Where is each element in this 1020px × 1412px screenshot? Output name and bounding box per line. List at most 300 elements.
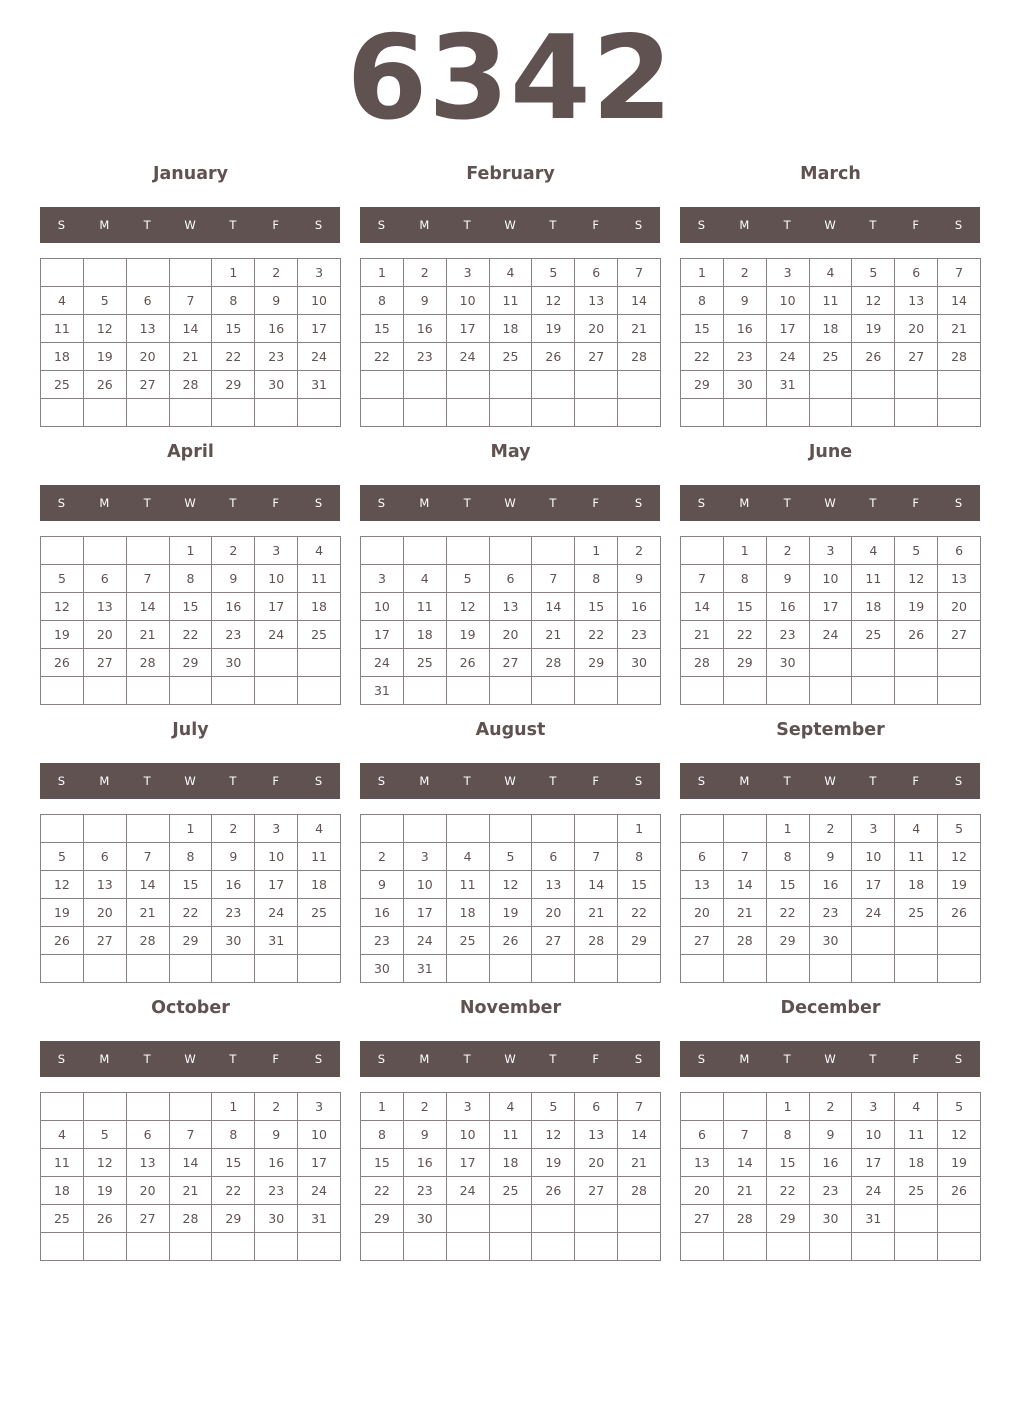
day-cell: 22 [169,898,213,927]
day-cell: 24 [446,342,490,371]
day-cell: 14 [617,1120,661,1149]
empty-cell [126,398,170,427]
weekday-label: S [314,218,323,232]
day-cell: 4 [40,1120,84,1149]
day-cell: 27 [489,648,533,677]
day-cell: 18 [894,870,938,899]
weekday-label: T [869,496,877,510]
empty-cell [894,1204,938,1233]
day-cell: 22 [680,342,724,371]
day-cell: 23 [617,620,661,649]
day-cell: 3 [254,814,298,843]
weekday-label: S [697,218,706,232]
day-cell: 22 [211,342,255,371]
day-cell: 7 [680,564,724,593]
day-cell: 27 [680,926,724,955]
day-cell: 18 [851,592,895,621]
day-cell: 3 [297,258,341,287]
day-cell: 2 [360,842,404,871]
day-cell: 14 [126,870,170,899]
day-cell: 21 [531,620,575,649]
day-grid [680,814,981,983]
day-cell: 31 [403,954,447,983]
day-cell: 24 [403,926,447,955]
empty-cell [446,370,490,399]
day-cell: 29 [680,370,724,399]
day-cell: 12 [40,592,84,621]
day-cell: 16 [403,314,447,343]
day-cell: 1 [169,814,213,843]
day-cell: 21 [126,898,170,927]
weekday-label: W [184,496,196,510]
day-grid [360,814,661,983]
day-cell: 18 [809,314,853,343]
day-cell: 12 [851,286,895,315]
day-cell: 10 [254,842,298,871]
empty-cell [937,954,981,983]
day-cell: 1 [680,258,724,287]
weekday-label: F [592,496,600,510]
empty-cell [211,676,255,705]
weekday-label: S [57,218,66,232]
empty-cell [83,258,127,287]
empty-cell [446,536,490,565]
day-cell: 29 [169,926,213,955]
day-cell: 8 [169,564,213,593]
day-cell: 7 [574,842,618,871]
empty-cell [574,676,618,705]
day-cell: 1 [360,258,404,287]
day-cell: 19 [531,1148,575,1177]
day-cell: 20 [680,1176,724,1205]
empty-cell [126,676,170,705]
empty-cell [851,676,895,705]
day-cell: 27 [83,648,127,677]
day-cell: 15 [574,592,618,621]
month-name: December [780,998,881,1018]
day-cell: 2 [617,536,661,565]
day-cell: 13 [531,870,575,899]
day-cell: 16 [403,1148,447,1177]
weekday-header [680,1041,980,1077]
day-cell: 29 [766,926,810,955]
day-cell: 9 [254,286,298,315]
weekday-label: S [314,774,323,788]
day-cell: 2 [723,258,767,287]
day-cell: 22 [574,620,618,649]
day-cell: 23 [809,898,853,927]
empty-cell [617,1204,661,1233]
day-cell: 30 [360,954,404,983]
empty-cell [83,954,127,983]
day-cell: 6 [680,1120,724,1149]
day-cell: 27 [126,1204,170,1233]
weekday-label: T [143,218,151,232]
day-cell: 16 [254,314,298,343]
day-cell: 30 [254,370,298,399]
weekday-label: M [419,774,430,788]
month-name: July [172,720,209,740]
weekday-label: F [592,218,600,232]
empty-cell [254,1232,298,1261]
day-cell: 10 [446,1120,490,1149]
day-cell: 12 [937,1120,981,1149]
day-cell: 24 [254,898,298,927]
empty-cell [360,1232,404,1261]
weekday-label: T [143,496,151,510]
day-cell: 10 [297,1120,341,1149]
empty-cell [723,1232,767,1261]
day-cell: 22 [766,1176,810,1205]
empty-cell [40,258,84,287]
day-cell: 7 [126,564,170,593]
day-cell: 21 [723,1176,767,1205]
weekday-label: S [634,496,643,510]
weekday-label: S [954,1052,963,1066]
day-cell: 13 [126,314,170,343]
day-cell: 5 [531,258,575,287]
empty-cell [169,398,213,427]
day-cell: 31 [254,926,298,955]
day-cell: 15 [617,870,661,899]
day-cell: 18 [894,1148,938,1177]
weekday-label: T [143,774,151,788]
day-cell: 28 [169,1204,213,1233]
day-cell: 16 [809,870,853,899]
day-cell: 9 [809,842,853,871]
day-cell: 20 [83,898,127,927]
day-cell: 21 [169,342,213,371]
day-cell: 24 [851,1176,895,1205]
empty-cell [40,954,84,983]
weekday-header [40,763,340,799]
day-grid [360,1092,661,1261]
day-cell: 17 [851,1148,895,1177]
weekday-label: T [549,774,557,788]
day-cell: 12 [894,564,938,593]
weekday-label: F [912,496,920,510]
weekday-label: M [99,496,110,510]
day-cell: 25 [446,926,490,955]
empty-cell [574,370,618,399]
day-cell: 10 [403,870,447,899]
day-cell: 26 [40,648,84,677]
day-cell: 11 [851,564,895,593]
day-cell: 7 [169,1120,213,1149]
day-cell: 11 [403,592,447,621]
day-cell: 25 [40,370,84,399]
day-cell: 31 [766,370,810,399]
empty-cell [126,536,170,565]
weekday-label: M [739,1052,750,1066]
day-cell: 26 [894,620,938,649]
day-cell: 14 [531,592,575,621]
day-cell: 28 [126,926,170,955]
day-cell: 20 [531,898,575,927]
empty-cell [680,398,724,427]
day-cell: 8 [211,286,255,315]
weekday-label: S [697,1052,706,1066]
day-cell: 14 [126,592,170,621]
day-cell: 27 [574,342,618,371]
empty-cell [126,1232,170,1261]
day-cell: 2 [809,814,853,843]
day-cell: 10 [254,564,298,593]
day-cell: 26 [83,370,127,399]
weekday-header [40,485,340,521]
weekday-label: W [504,1052,516,1066]
empty-cell [809,648,853,677]
weekday-label: S [697,774,706,788]
weekday-label: F [592,774,600,788]
month-name: February [466,164,555,184]
day-grid [40,1092,341,1261]
empty-cell [531,370,575,399]
empty-cell [531,1204,575,1233]
day-cell: 21 [126,620,170,649]
day-cell: 7 [531,564,575,593]
day-cell: 13 [83,592,127,621]
empty-cell [83,1092,127,1121]
day-cell: 18 [489,1148,533,1177]
day-cell: 4 [809,258,853,287]
day-cell: 31 [297,370,341,399]
day-cell: 3 [851,1092,895,1121]
day-cell: 5 [894,536,938,565]
day-cell: 7 [617,258,661,287]
weekday-label: M [99,774,110,788]
day-cell: 2 [254,258,298,287]
empty-cell [851,370,895,399]
empty-cell [446,954,490,983]
empty-cell [680,814,724,843]
empty-cell [446,676,490,705]
day-cell: 19 [83,342,127,371]
day-cell: 28 [723,1204,767,1233]
day-cell: 4 [403,564,447,593]
empty-cell [211,398,255,427]
day-cell: 8 [766,842,810,871]
day-cell: 3 [446,1092,490,1121]
empty-cell [809,398,853,427]
empty-cell [937,398,981,427]
empty-cell [403,536,447,565]
day-cell: 24 [360,648,404,677]
empty-cell [851,398,895,427]
day-cell: 13 [937,564,981,593]
empty-cell [360,814,404,843]
day-cell: 31 [360,676,404,705]
day-cell: 26 [937,898,981,927]
weekday-label: W [824,218,836,232]
day-cell: 15 [766,870,810,899]
empty-cell [851,1232,895,1261]
day-cell: 28 [617,342,661,371]
day-cell: 22 [360,1176,404,1205]
day-cell: 21 [617,1148,661,1177]
day-grid [360,536,661,705]
day-cell: 23 [360,926,404,955]
day-cell: 1 [211,1092,255,1121]
weekday-header [680,763,980,799]
day-cell: 11 [489,1120,533,1149]
weekday-label: S [57,496,66,510]
empty-cell [894,954,938,983]
day-cell: 4 [446,842,490,871]
day-cell: 27 [894,342,938,371]
day-cell: 26 [489,926,533,955]
day-grid [40,814,341,983]
empty-cell [894,370,938,399]
year-title: 6342 [346,11,674,146]
day-cell: 30 [723,370,767,399]
day-cell: 26 [531,342,575,371]
day-cell: 24 [851,898,895,927]
day-cell: 21 [574,898,618,927]
day-cell: 12 [937,842,981,871]
day-cell: 22 [723,620,767,649]
weekday-label: F [272,1052,280,1066]
day-cell: 17 [403,898,447,927]
weekday-label: F [272,496,280,510]
day-cell: 22 [766,898,810,927]
day-cell: 9 [211,564,255,593]
day-cell: 3 [403,842,447,871]
day-cell: 14 [680,592,724,621]
empty-cell [894,648,938,677]
day-cell: 9 [809,1120,853,1149]
day-cell: 1 [574,536,618,565]
day-cell: 23 [254,1176,298,1205]
day-cell: 4 [297,814,341,843]
weekday-label: W [184,1052,196,1066]
day-cell: 14 [169,314,213,343]
day-cell: 27 [83,926,127,955]
day-cell: 12 [531,286,575,315]
day-cell: 17 [254,870,298,899]
empty-cell [680,1092,724,1121]
day-cell: 20 [126,342,170,371]
weekday-label: T [783,496,791,510]
empty-cell [894,676,938,705]
day-cell: 23 [723,342,767,371]
empty-cell [126,1092,170,1121]
weekday-label: F [592,1052,600,1066]
day-cell: 30 [211,648,255,677]
empty-cell [617,370,661,399]
day-cell: 28 [937,342,981,371]
weekday-label: M [739,774,750,788]
day-cell: 15 [360,314,404,343]
day-cell: 26 [40,926,84,955]
day-cell: 22 [169,620,213,649]
empty-cell [894,926,938,955]
weekday-label: T [869,1052,877,1066]
day-cell: 23 [211,620,255,649]
day-cell: 18 [40,342,84,371]
empty-cell [937,1204,981,1233]
day-cell: 12 [446,592,490,621]
empty-cell [489,370,533,399]
day-cell: 7 [723,1120,767,1149]
weekday-label: S [377,496,386,510]
day-cell: 2 [403,258,447,287]
day-cell: 22 [211,1176,255,1205]
day-cell: 6 [531,842,575,871]
weekday-header [40,207,340,243]
day-cell: 16 [723,314,767,343]
month-name: November [459,998,562,1018]
day-cell: 16 [617,592,661,621]
weekday-label: T [549,496,557,510]
day-cell: 30 [766,648,810,677]
empty-cell [531,536,575,565]
empty-cell [617,676,661,705]
day-cell: 31 [297,1204,341,1233]
empty-cell [297,926,341,955]
day-cell: 1 [360,1092,404,1121]
empty-cell [297,398,341,427]
day-cell: 13 [126,1148,170,1177]
day-cell: 21 [617,314,661,343]
day-cell: 6 [574,258,618,287]
empty-cell [489,814,533,843]
day-cell: 23 [809,1176,853,1205]
day-grid [680,536,981,705]
day-cell: 1 [617,814,661,843]
day-cell: 22 [617,898,661,927]
day-cell: 12 [489,870,533,899]
day-cell: 5 [40,842,84,871]
weekday-label: S [954,218,963,232]
month-name: August [475,720,546,740]
day-cell: 14 [723,1148,767,1177]
day-cell: 2 [403,1092,447,1121]
day-cell: 25 [894,1176,938,1205]
day-cell: 13 [574,286,618,315]
day-cell: 8 [766,1120,810,1149]
empty-cell [297,648,341,677]
day-cell: 12 [40,870,84,899]
day-cell: 5 [446,564,490,593]
empty-cell [766,676,810,705]
day-cell: 7 [937,258,981,287]
day-cell: 27 [531,926,575,955]
day-cell: 24 [297,1176,341,1205]
month-name: April [167,442,214,462]
day-cell: 24 [297,342,341,371]
day-cell: 8 [723,564,767,593]
day-cell: 4 [489,258,533,287]
day-cell: 16 [766,592,810,621]
empty-cell [680,676,724,705]
day-cell: 29 [574,648,618,677]
day-cell: 30 [403,1204,447,1233]
day-cell: 9 [403,286,447,315]
empty-cell [126,954,170,983]
empty-cell [403,676,447,705]
day-cell: 2 [211,536,255,565]
day-cell: 18 [489,314,533,343]
empty-cell [297,676,341,705]
day-cell: 31 [851,1204,895,1233]
empty-cell [297,1232,341,1261]
day-cell: 23 [403,1176,447,1205]
empty-cell [531,676,575,705]
day-cell: 26 [83,1204,127,1233]
day-cell: 17 [297,1148,341,1177]
day-cell: 20 [574,1148,618,1177]
